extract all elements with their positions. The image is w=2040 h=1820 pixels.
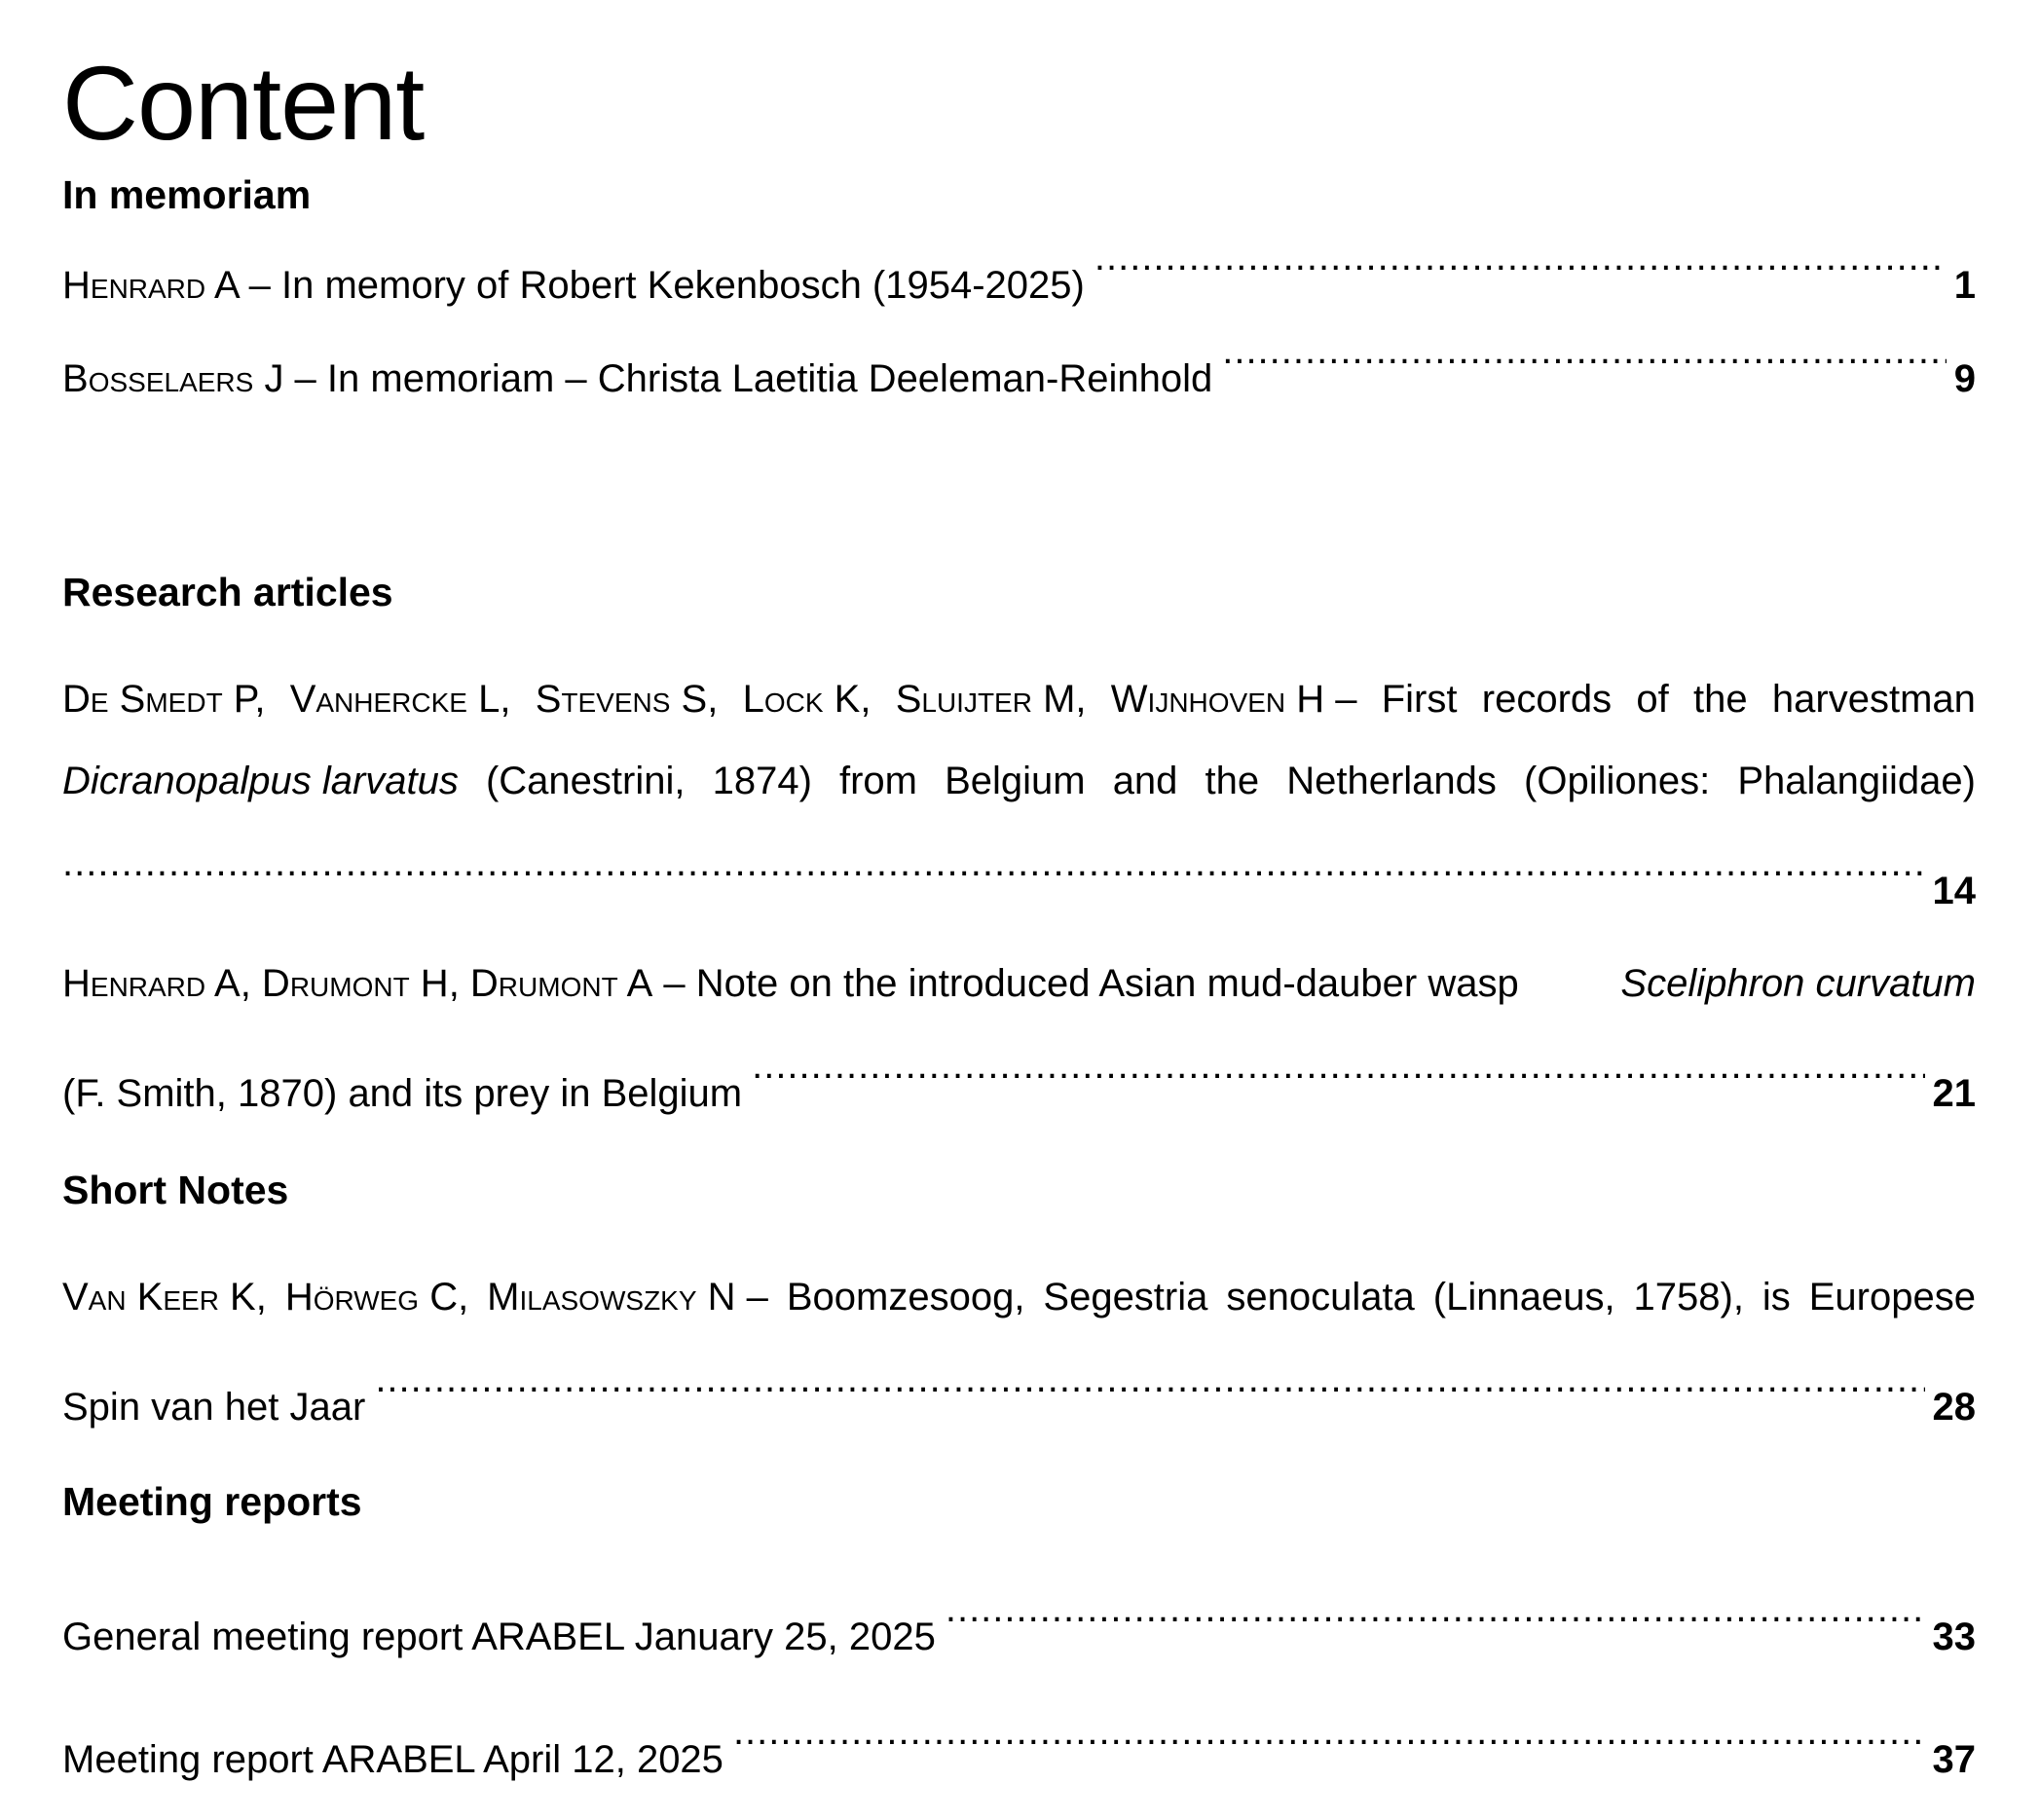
page-number: 33 (1932, 1616, 1976, 1658)
page-title: Content (62, 44, 425, 162)
section-heading-research-articles: Research articles (62, 570, 393, 614)
section-heading-short-notes: Short Notes (62, 1168, 289, 1212)
entry-line-1: Van Keer K, Hörweg C, Milasowszky N – Boomzesoog, Segestria senoculata (Linnaeus, 1758), is Europese (62, 1276, 1976, 1319)
entry-line-1: De Smedt P, Vanhercke L, Stevens S, Lock K, Sluijter M, Wijnhoven H – First records of the harvestman (62, 678, 1976, 721)
document-page (62, 0, 1976, 1820)
entry-text: Meeting report ARABEL April 12, 2025 (62, 1738, 723, 1781)
dot-leader (733, 1690, 1925, 1772)
page-number: 9 (1953, 357, 1976, 400)
dot-leader (375, 1338, 1924, 1420)
dot-leader (752, 1024, 1924, 1106)
page-number: 28 (1932, 1386, 1976, 1429)
entry-line-2: Dicranopalpus larvatus (Canestrini, 1874) from Belgium and the Netherlands (Opiliones: Phalangiidae) (62, 760, 1976, 802)
dot-leader (1094, 216, 1947, 298)
toc-entry-segestria[interactable] (62, 1256, 1976, 1429)
toc-entry-deeleman-reinhold[interactable] (62, 310, 1976, 400)
section-heading-meeting-reports: Meeting reports (62, 1479, 362, 1524)
entry-line-2: Spin van het Jaar ..... 28 (62, 1338, 1976, 1420)
entry-text: Henrard A – In memory of Robert Kekenbosch (1954-2025) (62, 264, 1085, 307)
page-number: 21 (1932, 1072, 1976, 1115)
toc-entry-meeting-april[interactable] (62, 1690, 1976, 1781)
dot-leader (946, 1568, 1925, 1650)
entry-line-1: Henrard A, Drumont H, Drumont A – Note on the introduced Asian mud-dauber wasp Sceliphron curvatum (62, 962, 1976, 1005)
dot-leader (62, 822, 1925, 904)
entry-text: Bosselaers J – In memoriam – Christa Laetitia Deeleman-Reinhold (62, 357, 1213, 400)
page-number: 1 (1953, 264, 1976, 307)
entry-line-2: (F. Smith, 1870) and its prey in Belgium ..... 21 (62, 1024, 1976, 1106)
toc-entry-dicranopalpus[interactable] (62, 658, 1976, 912)
entry-text: General meeting report ARABEL January 25, 2025 (62, 1616, 936, 1658)
entry-line-3 (62, 822, 1976, 912)
toc-entry-meeting-january[interactable] (62, 1568, 1976, 1658)
toc-entry-sceliphron[interactable] (62, 943, 1976, 1115)
page-number: 37 (1932, 1738, 1976, 1781)
dot-leader (1222, 310, 1947, 391)
page-number: 14 (1932, 870, 1976, 912)
section-heading-in-memoriam: In memoriam (62, 172, 312, 217)
toc-entry-kekenbosch[interactable] (62, 216, 1976, 307)
